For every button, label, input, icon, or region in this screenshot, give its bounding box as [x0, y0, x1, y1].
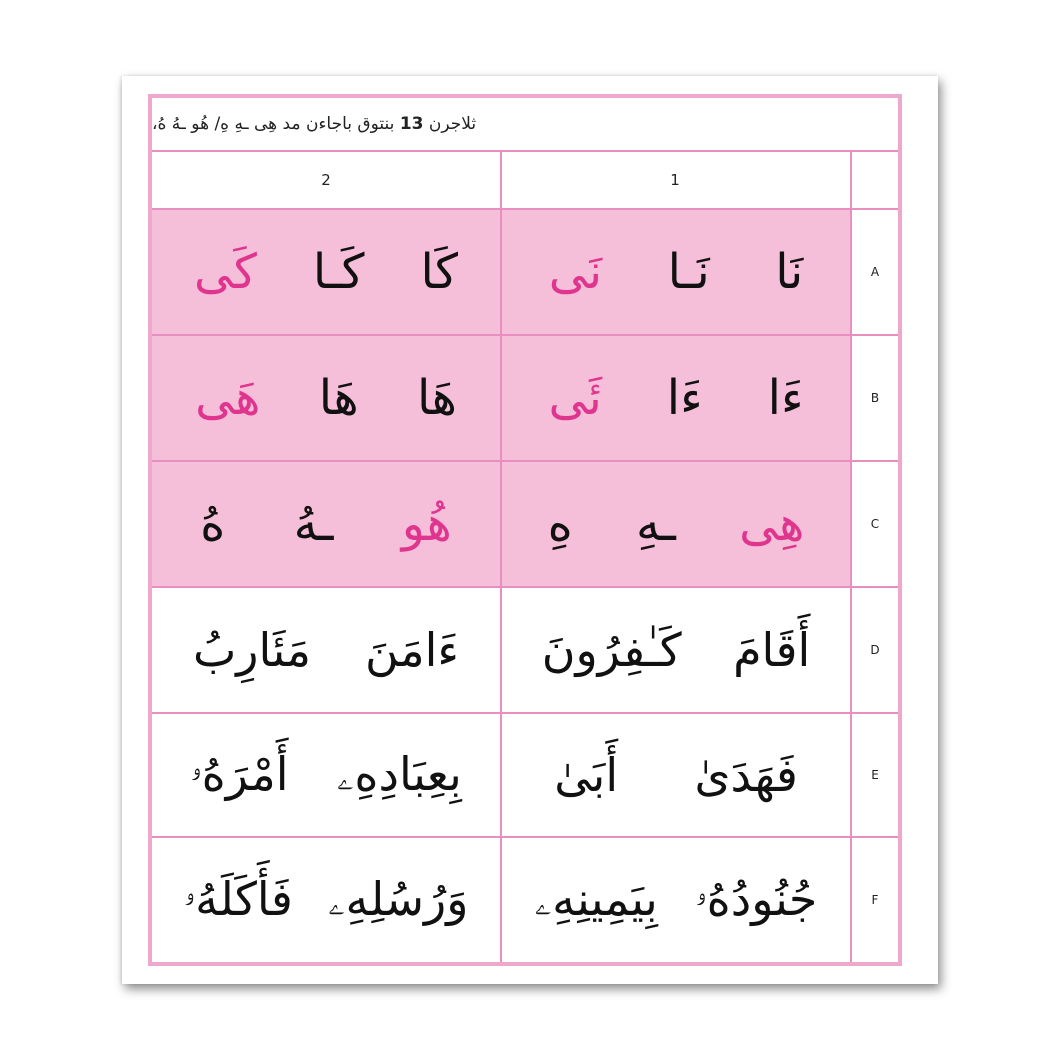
column-header-1: 1	[670, 171, 680, 189]
glyph-text: كَـا	[312, 244, 365, 300]
word: أَمْرَهُۥ	[190, 747, 289, 801]
glyph-text: ـهِ	[636, 496, 676, 552]
title-prefix: ثلاجرن	[428, 114, 477, 134]
column-header-2: 2	[321, 171, 331, 189]
glyph	[194, 244, 257, 300]
glyph-text: نَا	[775, 244, 804, 300]
glyph	[549, 244, 602, 300]
glyph-text-highlight: هُو	[401, 496, 452, 552]
lesson-title-row	[152, 98, 898, 152]
row-label-d: D	[870, 643, 880, 657]
glyph-text-highlight: هَى	[195, 370, 261, 426]
word: كَـٰفِرُونَ	[541, 623, 682, 677]
row-label-b: B	[852, 336, 898, 460]
glyph-text-highlight: ئَى	[548, 370, 602, 426]
column-divider	[500, 152, 502, 962]
word: فَهَدَىٰ	[694, 748, 798, 802]
glyph-text-highlight: هِى	[739, 496, 805, 552]
glyph-text: ءَا	[666, 370, 703, 426]
glyph	[195, 370, 260, 426]
glyph	[636, 496, 676, 552]
row-c-col-1	[502, 462, 850, 586]
glyph	[668, 244, 710, 300]
lesson-table	[148, 94, 902, 966]
glyph-text: ـهُ	[293, 496, 334, 552]
glyph-text: هُ	[200, 496, 226, 552]
lesson-number: 13	[399, 114, 424, 134]
row-a-col-1	[502, 210, 850, 334]
row-label-e: E	[871, 768, 879, 782]
row-d	[152, 588, 898, 714]
word: فَأَكَلَهُۥ	[183, 872, 293, 926]
word: بِعِبَادِهِۦ	[336, 747, 462, 801]
label-column-divider	[850, 152, 852, 962]
row-f	[152, 838, 898, 962]
row-b	[152, 336, 898, 462]
glyph	[294, 496, 334, 552]
glyph	[319, 370, 359, 426]
glyph	[739, 496, 804, 552]
glyph	[421, 244, 458, 300]
column-header-row	[152, 152, 898, 210]
glyph-text-highlight: كَى	[194, 244, 257, 300]
word: مَئَارِبُ	[192, 623, 312, 677]
workbook-page	[122, 76, 938, 984]
row-b-col-1	[502, 336, 850, 460]
glyph	[775, 244, 803, 300]
row-a-col-2	[152, 210, 500, 334]
glyph	[667, 370, 703, 426]
row-label-c: C	[852, 462, 898, 586]
row-e	[152, 714, 898, 838]
row-d-col-1	[502, 588, 850, 712]
glyph-text: ءَا	[767, 370, 804, 426]
word: أَقَامَ	[733, 623, 811, 677]
glyph	[768, 370, 804, 426]
glyph	[200, 496, 225, 552]
word: جُنُودُهُۥ	[695, 872, 818, 926]
row-label-a: A	[852, 210, 898, 334]
word: وَرُسُلِهِۦ	[328, 872, 469, 926]
row-label-f: F	[871, 893, 879, 907]
row-e-col-1	[502, 714, 850, 836]
lesson-title	[152, 114, 476, 134]
glyph-text: هَا	[318, 370, 359, 426]
row-f-col-2	[152, 838, 500, 962]
word: بِيَمِينِهِۦ	[534, 872, 658, 926]
row-c	[152, 462, 898, 588]
glyph-text: نَـا	[667, 244, 710, 300]
row-a	[152, 210, 898, 336]
row-b-col-2	[152, 336, 500, 460]
glyph-text: هَا	[416, 370, 457, 426]
glyph-text-highlight: نَى	[548, 244, 603, 300]
title-suffix: بنتوق باجاءن مد هِى ـهِ هِ/ هُو ـهُ هُ،	[152, 114, 395, 134]
word: أَبَىٰ	[554, 748, 619, 802]
row-d-col-2	[152, 588, 500, 712]
row-e-col-2	[152, 714, 500, 836]
glyph-text: هِ	[547, 496, 573, 552]
glyph-text: كَا	[420, 244, 458, 300]
row-c-col-2	[152, 462, 500, 586]
glyph	[548, 370, 601, 426]
glyph	[417, 370, 457, 426]
glyph	[548, 496, 573, 552]
word: ءَامَنَ	[364, 623, 460, 677]
glyph	[313, 244, 365, 300]
glyph	[402, 496, 452, 552]
row-f-col-1	[502, 838, 850, 962]
